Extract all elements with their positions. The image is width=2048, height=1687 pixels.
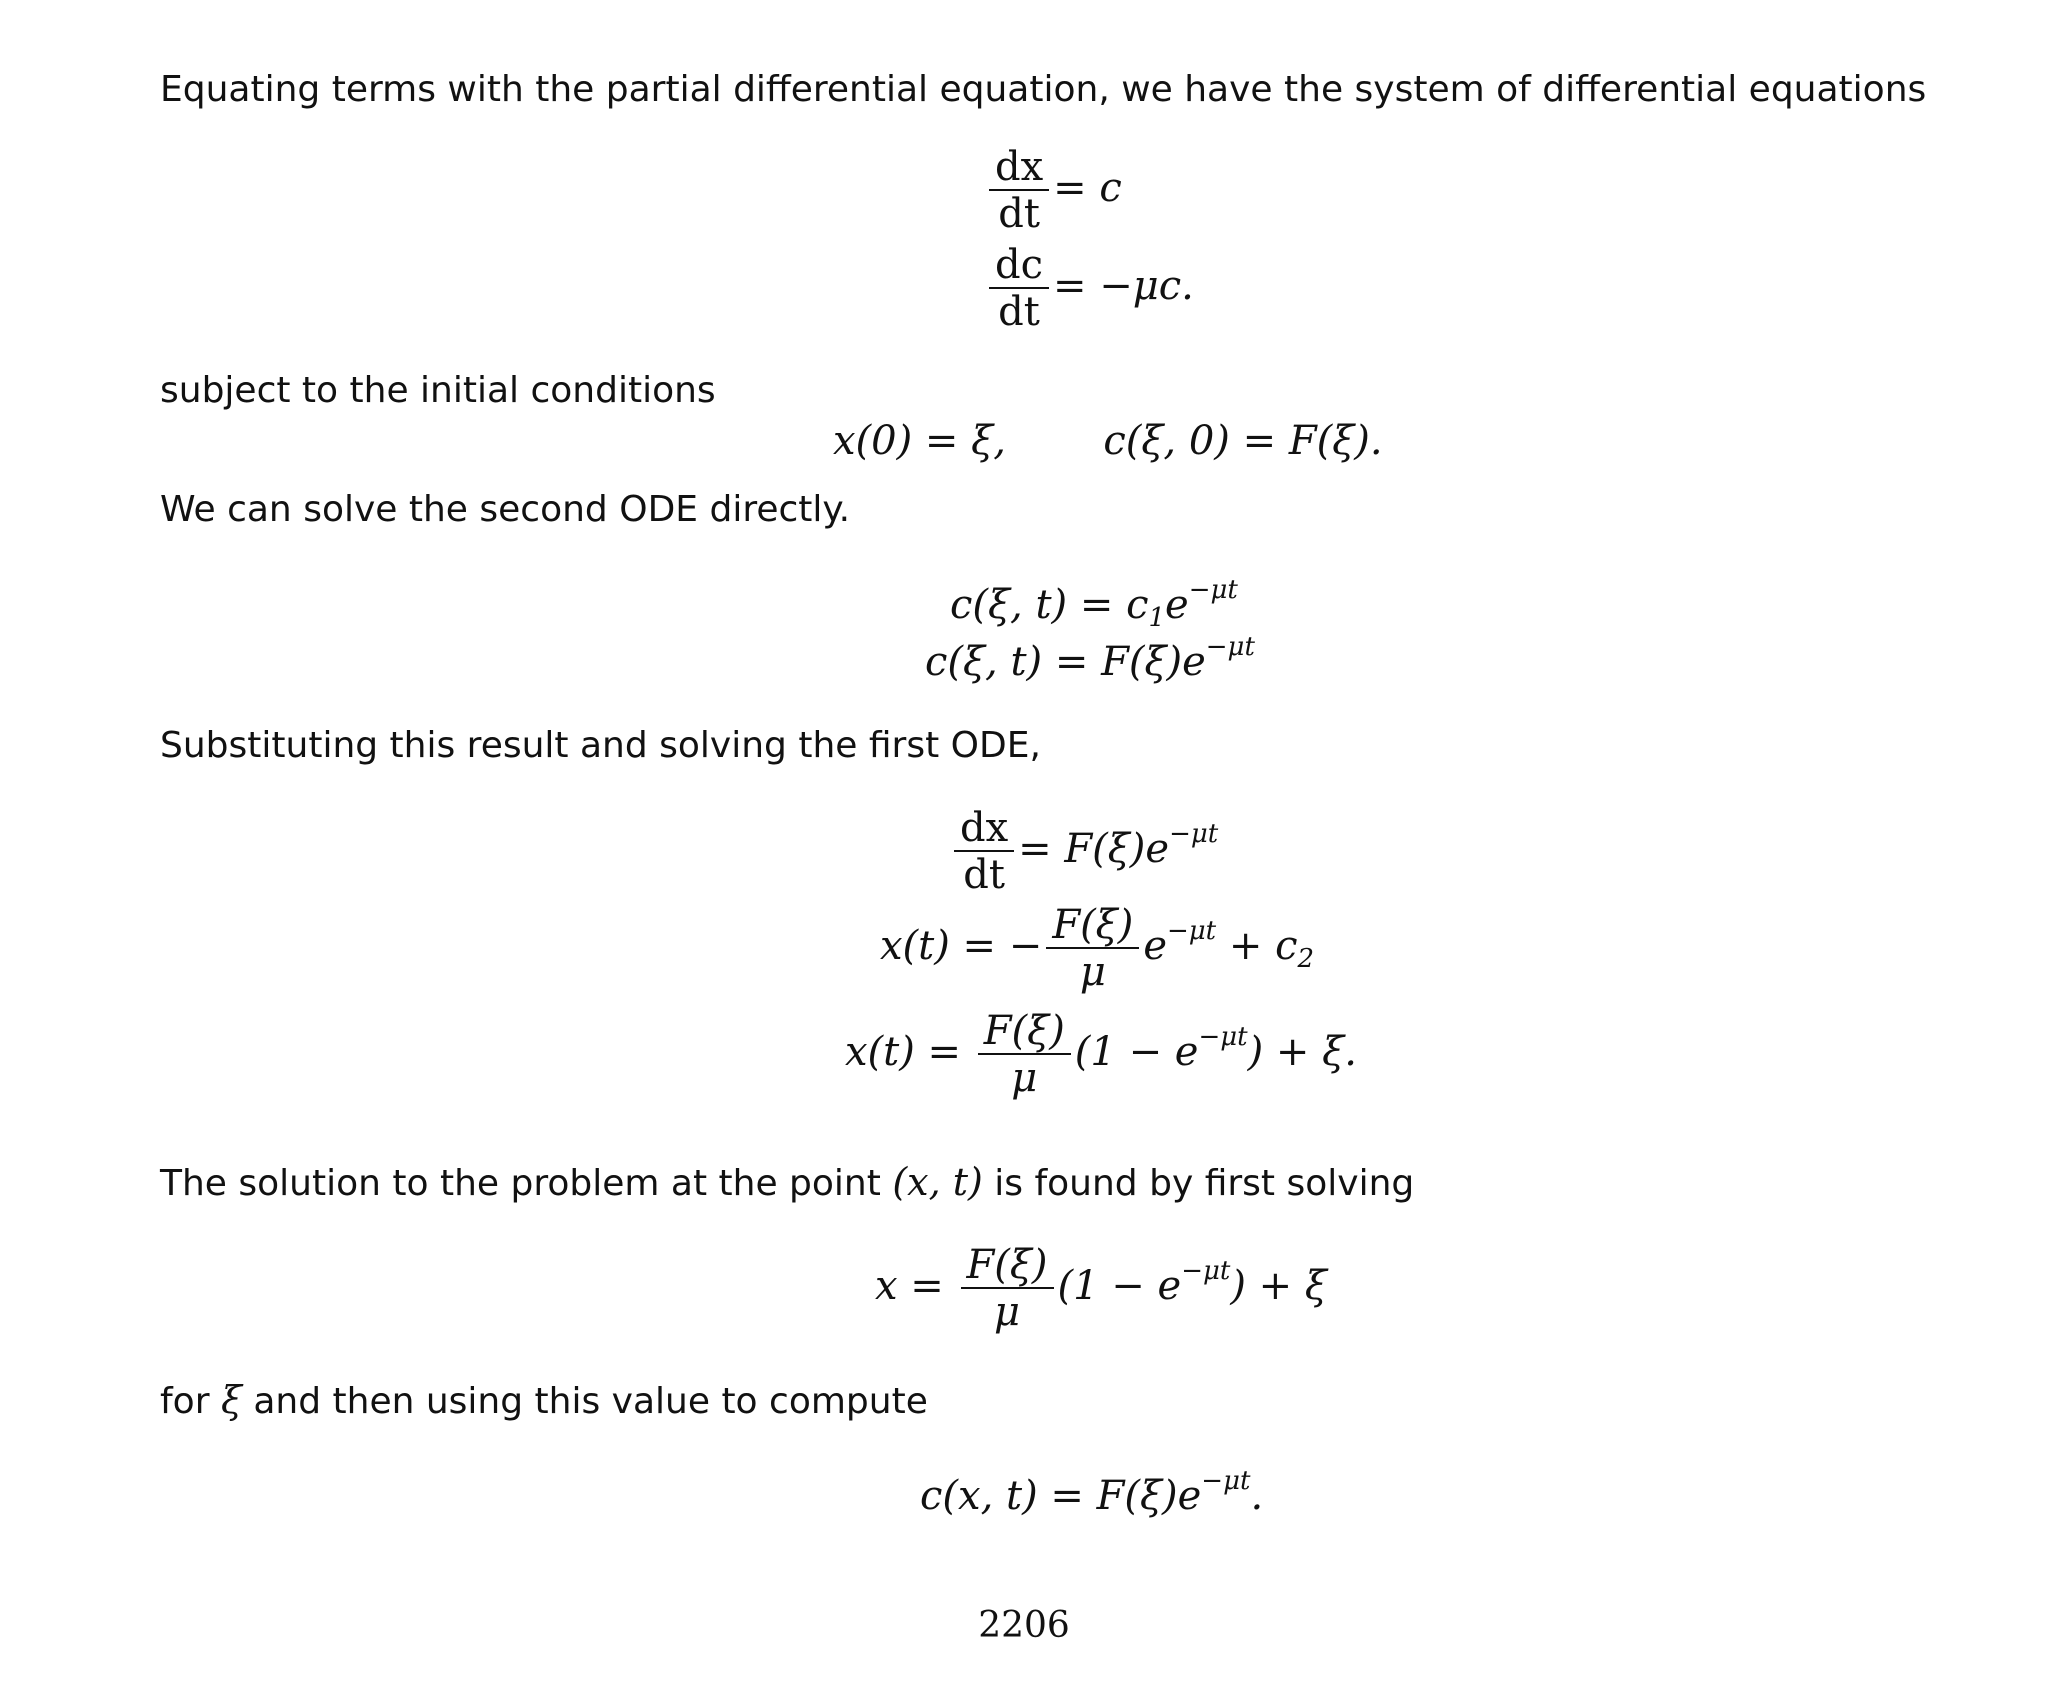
equation-dxdt-substituted	[950, 806, 1218, 898]
fraction-F-over-mu	[961, 1243, 1054, 1335]
equation-x-particular	[845, 1009, 1357, 1101]
lhs: x(t) =	[845, 1029, 974, 1075]
paragraph-solution-point-pre: The solution to the problem at the point	[160, 1163, 893, 1204]
equation-dcdt	[985, 243, 1194, 335]
rhs: = c	[1053, 165, 1122, 211]
numerator: dc	[989, 243, 1049, 289]
denominator: dt	[963, 852, 1005, 898]
tail: .	[1250, 1473, 1264, 1519]
numerator: F(ξ)	[961, 1243, 1054, 1289]
exponent: −μt	[1205, 632, 1255, 662]
fraction-F-over-mu	[978, 1009, 1071, 1101]
denominator: μ	[994, 1289, 1021, 1335]
exponent: −μt	[1166, 916, 1217, 946]
tail: + c	[1216, 923, 1298, 969]
initial-condition-x: x(0) = ξ,	[833, 418, 1006, 464]
equation-solve-for-xi	[875, 1243, 1327, 1335]
initial-condition-c: c(ξ, 0) = F(ξ).	[1103, 418, 1383, 464]
exponent: −μt	[1181, 1256, 1231, 1286]
equation-c-particular	[925, 632, 1255, 685]
exponent: −μt	[1201, 1466, 1251, 1496]
fraction-dcdt	[989, 243, 1049, 335]
equation-x-general	[880, 903, 1314, 995]
paragraph-substituting-text: Substituting this result and solving the first ODE,	[160, 725, 1041, 766]
denominator: dt	[998, 191, 1040, 237]
paragraph-substituting	[160, 724, 1041, 768]
paragraph-solution-point	[160, 1160, 1414, 1206]
numerator: F(ξ)	[978, 1009, 1071, 1055]
lhs: c(x, t) = F(ξ)e	[920, 1473, 1202, 1519]
numerator: dx	[989, 145, 1049, 191]
paragraph-solve-second-text: We can solve the second ODE directly.	[160, 489, 851, 530]
subscript: 1	[1148, 603, 1166, 633]
subscript: 2	[1297, 944, 1315, 974]
rhs: = −μc.	[1053, 263, 1194, 309]
tail: ) + ξ.	[1247, 1029, 1357, 1075]
paragraph-intro-text: Equating terms with the partial differential equation, we have the system of differential equations	[160, 69, 1927, 110]
denominator: μ	[1011, 1055, 1038, 1101]
numerator: dx	[954, 806, 1014, 852]
page-number: 2206	[978, 1605, 1070, 1646]
equation-final-c	[920, 1466, 1263, 1519]
paragraph-solution-point-post: is found by first solving	[982, 1163, 1415, 1204]
fraction-F-over-mu	[1046, 903, 1139, 995]
denominator: dt	[998, 289, 1040, 335]
lhs: c(ξ, t) = F(ξ)e	[925, 639, 1206, 685]
exp-base: e	[1143, 923, 1167, 969]
xi-symbol: ξ	[220, 1378, 242, 1422]
equation-initial-conditions	[833, 418, 1383, 464]
numerator: F(ξ)	[1046, 903, 1139, 949]
exponent: −μt	[1188, 575, 1238, 605]
exp-base: e	[1165, 582, 1189, 628]
lhs: x(t) = −	[880, 923, 1043, 969]
mid: (1 − e	[1074, 1029, 1199, 1075]
paragraph-compute-pre: for	[160, 1381, 221, 1422]
lhs: x =	[875, 1263, 957, 1309]
denominator: μ	[1079, 949, 1106, 995]
lhs: c(ξ, t) = c	[950, 582, 1149, 628]
equation-dxdt	[985, 145, 1122, 237]
fraction-dxdt	[989, 145, 1049, 237]
paragraph-initial-conditions	[160, 369, 716, 413]
paragraph-initial-conditions-text: subject to the initial conditions	[160, 370, 716, 411]
paragraph-intro	[160, 68, 1926, 112]
rhs: = F(ξ)e	[1018, 826, 1170, 872]
paragraph-compute	[160, 1378, 928, 1424]
mid: (1 − e	[1057, 1263, 1182, 1309]
paragraph-compute-post: and then using this value to compute	[241, 1381, 928, 1422]
exponent: −μt	[1198, 1022, 1248, 1052]
point-xt: (x, t)	[892, 1160, 983, 1204]
equation-c-general	[950, 575, 1238, 633]
fraction-dxdt	[954, 806, 1014, 898]
tail: ) + ξ	[1230, 1263, 1327, 1309]
exponent: −μt	[1169, 819, 1219, 849]
paragraph-solve-second	[160, 488, 850, 532]
